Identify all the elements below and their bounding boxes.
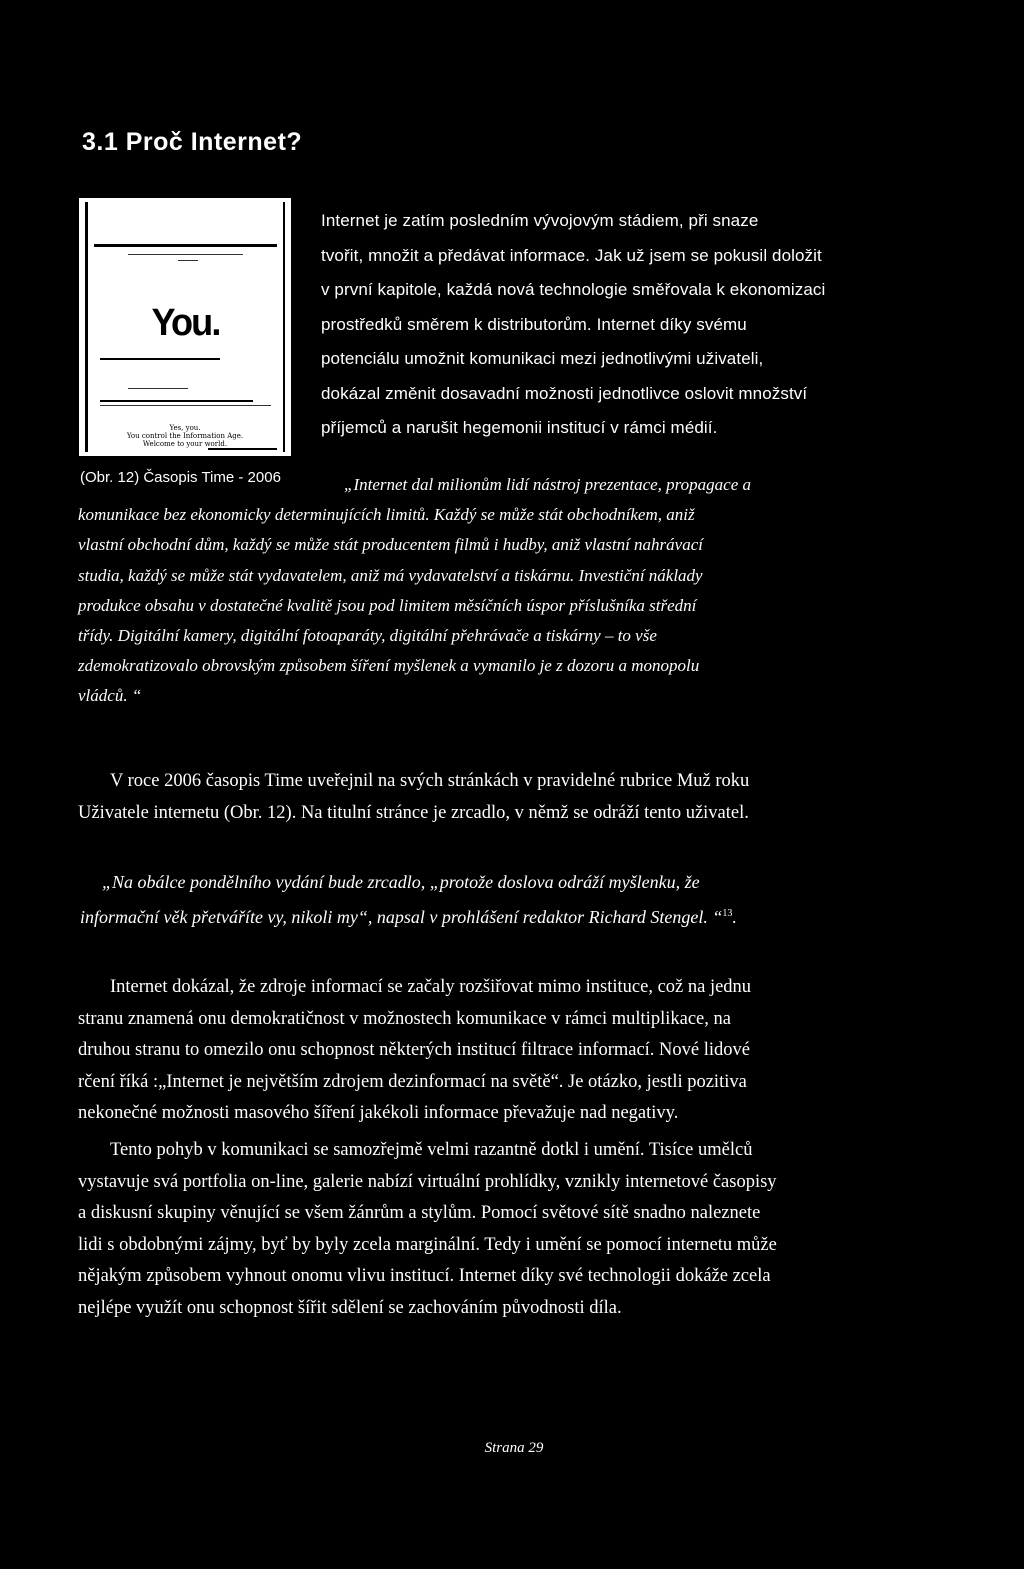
quote-line: zdemokratizovalo obrovským způsobem šíření myšlenek a vymanilo je z dozoru a monopolu: [78, 656, 700, 676]
cover-rule: [208, 448, 277, 450]
cover-rule: [100, 358, 220, 360]
paragraph-line: Internet dokázal, že zdroje informací se začaly rozšiřovat mimo instituce, což na jednu: [110, 977, 752, 997]
cover-tagline-line: Welcome to your world.: [142, 440, 228, 448]
quote-line: vládců. “: [78, 686, 142, 706]
quote-line: informační věk přetváříte vy, nikoli my“, napsal v prohlášení redaktor Richard Stengel. “: [80, 907, 723, 927]
quote-line: studia, každý se může stát vydavatelem, aniž má vydavatelství a tiskárnu. Investiční náklady: [78, 565, 703, 585]
intro-line: Internet je zatím posledním vývojovým stádiem, při snaze: [321, 211, 759, 230]
intro-line: tvořit, množit a předávat informace. Jak už jsem se pokusil doložit: [321, 245, 822, 265]
paragraph-internet: [78, 972, 938, 1130]
quote-stengel: [80, 866, 940, 933]
paragraph-line: nekonečné možnosti masového šíření jakékoli informace převažuje nad negativy.: [78, 1103, 679, 1123]
intro-line: příjemců a narušit hegemonii institucí v rámci médií.: [321, 418, 718, 437]
time-magazine-cover-image: [79, 198, 291, 456]
quote-internet: [78, 470, 938, 712]
quote-line: „Na obálce pondělního vydání bude zrcadlo, „protože doslova odráží myšlenku, že: [102, 872, 700, 892]
figure-caption: (Obr. 12) Časopis Time - 2006: [80, 469, 281, 486]
section-heading: 3.1 Proč Internet?: [82, 128, 303, 156]
quote-line: komunikace bez ekonomicky determinujících limitů. Každý se může stát obchodníkem, aniž: [78, 505, 695, 525]
paragraph-line: stranu znamená onu demokratičnost v možnostech komunikace v rámci multiplikace, na: [78, 1008, 731, 1029]
paragraph-time: [78, 766, 938, 829]
intro-line: dokázal změnit dosavadní možnosti jednotlivce oslovit množství: [321, 383, 808, 403]
quote-line: „Internet dal milionům lidí nástroj prezentace, propagace a: [344, 475, 752, 494]
cover-rule: [100, 400, 253, 402]
paragraph-line: nějakým způsobem vyhnout onomu vlivu institucí. Internet díky své technologii dokáže zcela: [78, 1266, 771, 1286]
intro-line: prostředků směrem k distributorům. Internet díky svému: [321, 314, 747, 334]
cover-title: You.: [151, 302, 220, 344]
cover-tagline: [79, 424, 291, 448]
cover-rule: [178, 260, 198, 261]
cover-rule: [94, 244, 277, 247]
cover-rule: [100, 405, 271, 406]
paragraph-line: V roce 2006 časopis Time uveřejnil na svých stránkách v pravidelné rubrice Muž roku: [110, 771, 750, 791]
page-number: Strana 29: [484, 1440, 544, 1456]
quote-line: třídy. Digitální kamery, digitální fotoaparáty, digitální přehrávače a tiskárny – to vše: [78, 626, 657, 646]
footnote-marker: 13: [722, 908, 733, 919]
paragraph-line: nejlépe využít onu schopnost šířit sdělení se zachováním původnosti díla.: [78, 1297, 622, 1318]
paragraph-line: vystavuje svá portfolia on-line, galerie nabízí virtuální prohlídky, vznikly internetové časopisy: [78, 1171, 777, 1192]
paragraph-line: a diskusní skupiny věnující se všem žánrům a stylům. Pomocí světové sítě snadno naleznete: [78, 1203, 761, 1223]
paragraph-line: Uživatele internetu (Obr. 12). Na titulní stránce je zrcadlo, v němž se odráží tento uživatel.: [78, 802, 749, 823]
intro-line: v první kapitole, každá nová technologie směřovala k ekonomizaci: [321, 280, 826, 299]
paragraph-line: druhou stranu to omezilo onu schopnost některých institucí filtrace informací. Nové lidové: [78, 1040, 750, 1060]
paragraph-art: [78, 1135, 938, 1324]
cover-rule: [128, 388, 188, 389]
cover-rule: [128, 254, 243, 255]
cover-tagline-line: Yes, you.: [169, 424, 201, 432]
intro-line: potenciálu umožnit komunikaci mezi jednotlivými uživateli,: [321, 349, 764, 368]
quote-line: vlastní obchodní dům, každý se může stát producentem filmů i hudby, aniž vlastní nahrávací: [78, 535, 703, 555]
quote-line: produkce obsahu v dostatečné kvalitě jsou pod limitem měsíčních úspor příslušníka střední: [78, 595, 697, 615]
intro-paragraph: [321, 204, 951, 446]
cover-tagline-line: You control the Information Age.: [126, 432, 244, 440]
paragraph-line: lidi s obdobnými zájmy, byť by byly zcela marginální. Tedy i umění se pomocí internetu může: [78, 1234, 777, 1255]
quote-tail: .: [732, 907, 737, 927]
paragraph-line: Tento pohyb v komunikaci se samozřejmě velmi razantně dotkl i umění. Tisíce umělců: [110, 1140, 753, 1160]
paragraph-line: rčení říká :„Internet je největším zdrojem dezinformací na světě“. Je otázko, jestli pozitiva: [78, 1071, 747, 1092]
cover-frame: [85, 202, 285, 452]
